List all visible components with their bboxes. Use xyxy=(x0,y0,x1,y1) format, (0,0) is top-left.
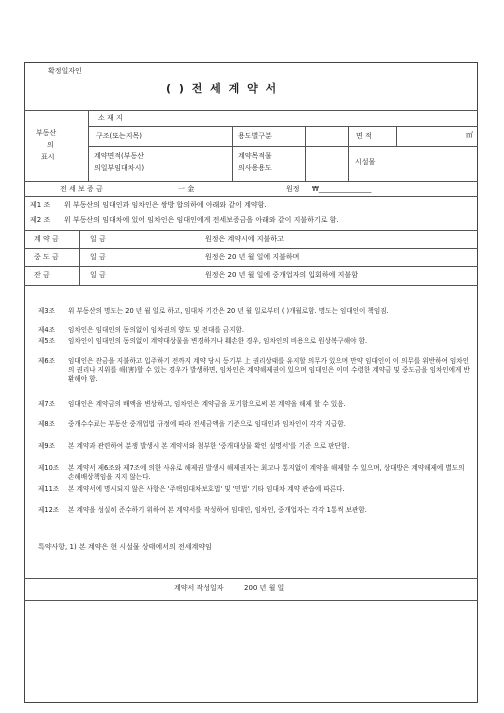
area-label: 면 적 xyxy=(356,132,372,140)
page-title: ( ) 전 세 계 약 서 xyxy=(166,82,279,95)
purpose-label: 계약목적물 xyxy=(238,152,272,160)
clause-number: 제1 조 xyxy=(30,201,51,209)
clause-number: 제5조 xyxy=(38,337,55,345)
property-section-label: 표시 xyxy=(41,153,55,161)
clause-text: 본 계약과 관련하여 분쟁 발생시 본 계약서와 첨부한 '중개대상물 확인 설명서'를 기준 으로 판단함. xyxy=(68,442,350,450)
divider xyxy=(348,126,349,181)
deposit-label: 전 세 보 증 금 xyxy=(60,185,103,193)
clause-number: 제8조 xyxy=(38,420,55,428)
clause-number: 제2 조 xyxy=(30,216,51,224)
payment-sub: 일 금 xyxy=(90,235,106,243)
contract-area-label: 의일부임대차시) xyxy=(94,164,145,172)
payment-text: 원정은 계약시에 지불하고 xyxy=(205,235,284,243)
divider xyxy=(24,196,478,197)
divider xyxy=(79,230,80,285)
clause-number: 제4조 xyxy=(38,326,55,334)
clause-text: 본 계약을 성실히 준수하기 위하여 본 계약서를 작성하여 임대인, 임차인, 중개업자는 각각 1통씩 보관함. xyxy=(68,506,367,514)
clause-item xyxy=(38,442,470,451)
divider xyxy=(88,126,478,127)
divider xyxy=(24,600,478,601)
clause-item xyxy=(38,420,470,429)
facility-label: 시설물 xyxy=(355,158,376,166)
divider xyxy=(24,230,478,231)
clause-item xyxy=(38,464,470,482)
clause-text: 위 부동산의 임대차에 있어 임차인은 임대인에게 전세보증금을 아래와 같이 지불하기로 함. xyxy=(64,216,339,224)
clause-item xyxy=(38,506,470,515)
payment-text: 원정은 20 년 월 일에 지불하며 xyxy=(205,253,300,261)
divider xyxy=(24,285,478,286)
clause-text: 임대인은 잔금을 지불하고 입주하기 전까지 계약 당시 등기부 上 권리상태를 유지할 의무가 있으며 만약 임대인이 이 의무를 위반하여 임차인의 권리나 지위를 해(害)할 수 있는 경우가 발생하면, 임차인은 계약해제권이 있으며 임대인은 이미 수령한 계약금 및 중도금을 임차인에게 반환해야 함. xyxy=(68,357,470,383)
clause-text: 임차인은 임대인의 동의없이 임차권의 양도 및 전대를 금지함. xyxy=(68,326,245,334)
purpose-label: 의사용용도 xyxy=(238,164,272,172)
clause-item xyxy=(38,485,470,494)
clause-number: 제3조 xyxy=(38,307,55,315)
deposit-amount-prefix: 一 金 xyxy=(178,185,195,193)
clause-text: 중개수수료는 부동산 중개업법 규정에 따라 전세금액을 기준으로 임대인과 임차인이 각각 지급함. xyxy=(68,420,346,428)
payment-label: 계 약 금 xyxy=(34,235,59,243)
divider xyxy=(232,126,233,181)
clause-text: 위 부동산의 명도는 20 년 월 일로 하고, 임대차 기간은 20 년 월 일로부터 ( )개월로함. 명도는 임대인이 책임짐. xyxy=(68,307,389,315)
clause-item xyxy=(38,400,470,409)
payment-label: 중 도 금 xyxy=(34,253,59,261)
clause-number: 제10조 xyxy=(38,464,60,472)
clause-text: 위 부동산의 임대인과 임차인은 쌍방 합의하에 아래와 같이 계약함. xyxy=(64,201,267,209)
clause-number: 제6조 xyxy=(38,357,55,365)
payment-sub: 일 금 xyxy=(90,253,106,261)
use-label: 용도별구분 xyxy=(238,132,272,140)
clause-item xyxy=(38,337,470,346)
divider xyxy=(88,110,89,181)
clause-text: 임차인이 임대인의 동의없이 계약대상물을 변경하거나 훼손한 경우, 임차인의 비용으로 원상복구해야 함. xyxy=(68,337,368,345)
clause-number: 제7조 xyxy=(38,400,55,408)
clause-number: 제11조 xyxy=(38,485,60,493)
payment-label: 잔 금 xyxy=(34,271,50,279)
divider xyxy=(24,110,478,111)
divider xyxy=(24,578,478,579)
clause-text: 본 계약서에 명시되지 않은 사항은 '주택임대차보호법' 및 '민법' 기타 임대차 계약 관습에 따른다. xyxy=(68,485,345,493)
divider xyxy=(88,146,478,147)
clause-item xyxy=(38,357,470,384)
divider xyxy=(24,248,478,249)
property-section-label: 의 xyxy=(47,141,54,149)
divider xyxy=(396,126,397,146)
property-section-label: 부동산 xyxy=(36,129,57,137)
clause-number: 제9조 xyxy=(38,442,55,450)
contract-area-label: 계약면적(부동산 xyxy=(94,152,145,160)
clause-item xyxy=(38,326,470,335)
confirmed-date-label: 확정일자인 xyxy=(48,67,82,75)
deposit-won-label: 원정 xyxy=(286,185,300,193)
clause-number: 제12조 xyxy=(38,506,60,514)
payment-text: 원정은 20 년 월 일에 중개업자의 입회하에 지불함 xyxy=(205,271,358,279)
area-unit: ㎡ xyxy=(466,131,473,139)
special-terms: 특약사항, 1) 본 계약은 현 시설물 상태에서의 전세계약임 xyxy=(38,543,212,551)
clause-text: 본 계약서 제6조와 제7조에 의한 사유로 해제권 발생시 해제권자는 최고나 통지없이 계약을 해제할 수 있으며, 상대방은 계약해제에 별도의 손해배상책임을 지지 않는다. xyxy=(68,464,465,481)
divider xyxy=(305,126,306,181)
payment-sub: 일 금 xyxy=(90,271,106,279)
deposit-won-value: ₩_______________ xyxy=(312,185,372,193)
contract-date-label: 계약서 작성일자 xyxy=(174,584,224,592)
contract-date-value: 200 년 월 일 xyxy=(244,584,285,592)
structure-label: 구조(또는지목) xyxy=(96,132,143,140)
divider xyxy=(24,266,478,267)
clause-item xyxy=(38,307,470,316)
clause-text: 임대인은 계약금의 배액을 변상하고, 임차인은 계약금을 포기함으로써 본 계약을 해제 할 수 있음. xyxy=(68,400,346,408)
divider xyxy=(24,181,478,182)
location-label: 소 재 지 xyxy=(98,114,123,122)
